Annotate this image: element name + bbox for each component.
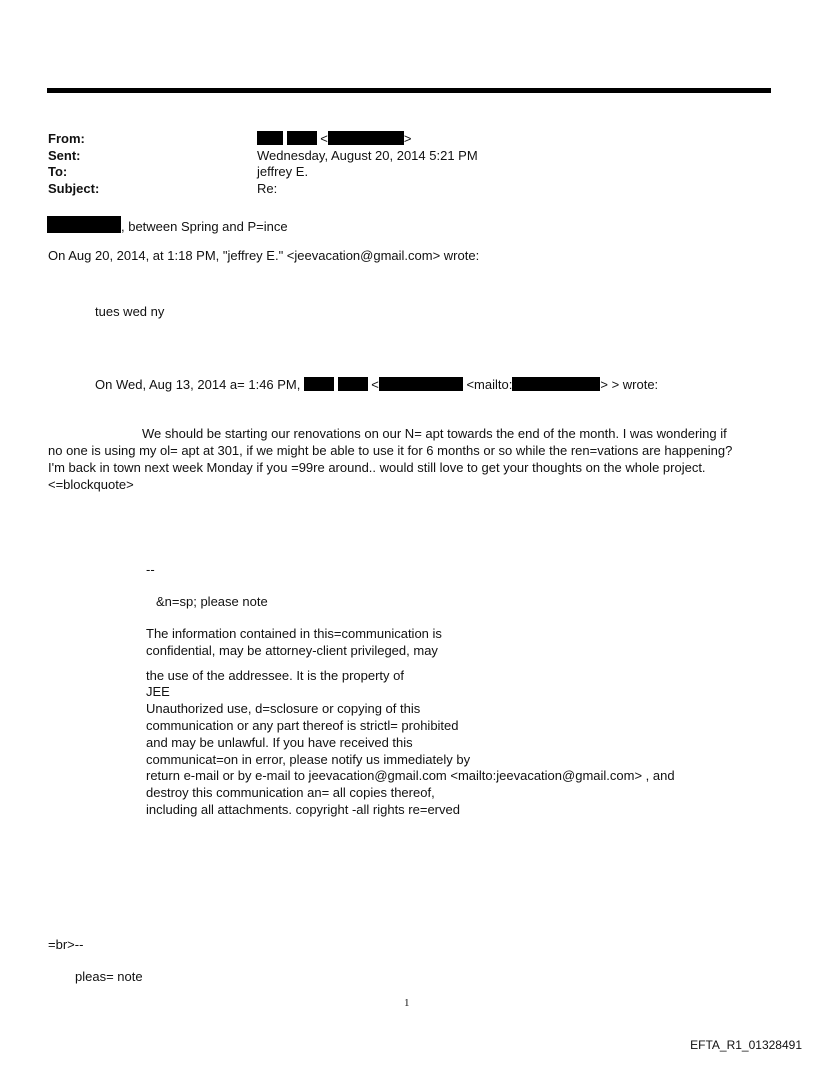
disclaimer-line: destroy this communication an= all copies thereof, <box>146 785 435 801</box>
signature-note: &n=sp; please note <box>156 594 268 609</box>
disclaimer-line: the use of the addressee. It is the property of <box>146 667 404 683</box>
message-paragraph <box>48 425 788 493</box>
para-line: no one is using my ol= apt at 301, if we might be able to use it for 6 months or so while the ren=vations are happening? <box>48 443 733 458</box>
disclaimer-line: return e-mail or by e-mail to jeevacation@gmail.com <mailto:jeevacation@gmail.com> , and <box>146 768 675 784</box>
para-line: We should be starting our renovations on our N= apt towards the end of the month. I was wondering if <box>142 426 727 441</box>
to-label: To: <box>48 164 68 179</box>
from-value <box>257 131 411 147</box>
attrib-mailto: <mailto: <box>466 377 513 392</box>
disclaimer-line: The information contained in this=communication is <box>146 626 442 641</box>
disclaimer-line: JEE <box>146 684 170 700</box>
sent-value: Wednesday, August 20, 2014 5:21 PM <box>257 148 478 163</box>
signature-dash: -- <box>146 562 155 577</box>
bates-number: EFTA_R1_01328491 <box>690 1038 802 1052</box>
redaction <box>328 131 404 145</box>
disclaimer-line <box>146 660 816 668</box>
disclaimer-line: confidential, may be attorney-client privileged, may <box>146 642 438 658</box>
redaction <box>304 377 334 391</box>
para-line: <=blockquote> <box>48 477 134 492</box>
reply-text: , between Spring and P=ince <box>121 219 288 234</box>
redaction <box>338 377 368 391</box>
disclaimer-line: communication or any part thereof is strictl= prohibited <box>146 717 459 733</box>
quote2-attribution <box>95 377 658 393</box>
from-lt: < <box>320 131 328 146</box>
redaction <box>287 131 317 145</box>
br-dash: =br>-- <box>48 937 84 952</box>
header-rule <box>47 88 771 93</box>
reply-line <box>47 216 288 235</box>
page-number: 1 <box>404 997 410 1009</box>
subject-label: Subject: <box>48 181 100 196</box>
from-gt: > <box>403 131 412 146</box>
please-note: pleas= note <box>75 969 143 984</box>
disclaimer-line: Unauthorized use, d=sclosure or copying of this <box>146 701 421 717</box>
quote1-text: tues wed ny <box>95 304 165 319</box>
sent-label: Sent: <box>48 148 81 163</box>
attrib-text: On Wed, Aug 13, 2014 a= 1:46 PM, <box>95 377 301 392</box>
redaction <box>257 131 283 145</box>
to-value: jeffrey E. <box>257 164 309 179</box>
disclaimer-line: including all attachments. copyright -all rights re=erved <box>146 801 460 817</box>
redaction <box>47 216 121 233</box>
redaction <box>512 377 600 391</box>
disclaimer-line: and may be unlawful. If you have received this <box>146 734 413 750</box>
para-line: I'm back in town next week Monday if you =99re around.. would still love to get your thoughts on the whole project. <box>48 460 706 475</box>
from-label: From: <box>48 131 85 146</box>
disclaimer-line: communicat=on in error, please notify us immediately by <box>146 751 471 767</box>
attrib-lt: < <box>371 377 379 392</box>
redaction <box>379 377 463 391</box>
quote1-attribution: On Aug 20, 2014, at 1:18 PM, "jeffrey E." <jeevacation@gmail.com> wrote: <box>48 248 480 263</box>
attrib-wrote: > > wrote: <box>600 377 659 392</box>
subject-value: Re: <box>257 181 278 196</box>
disclaimer <box>146 626 816 819</box>
